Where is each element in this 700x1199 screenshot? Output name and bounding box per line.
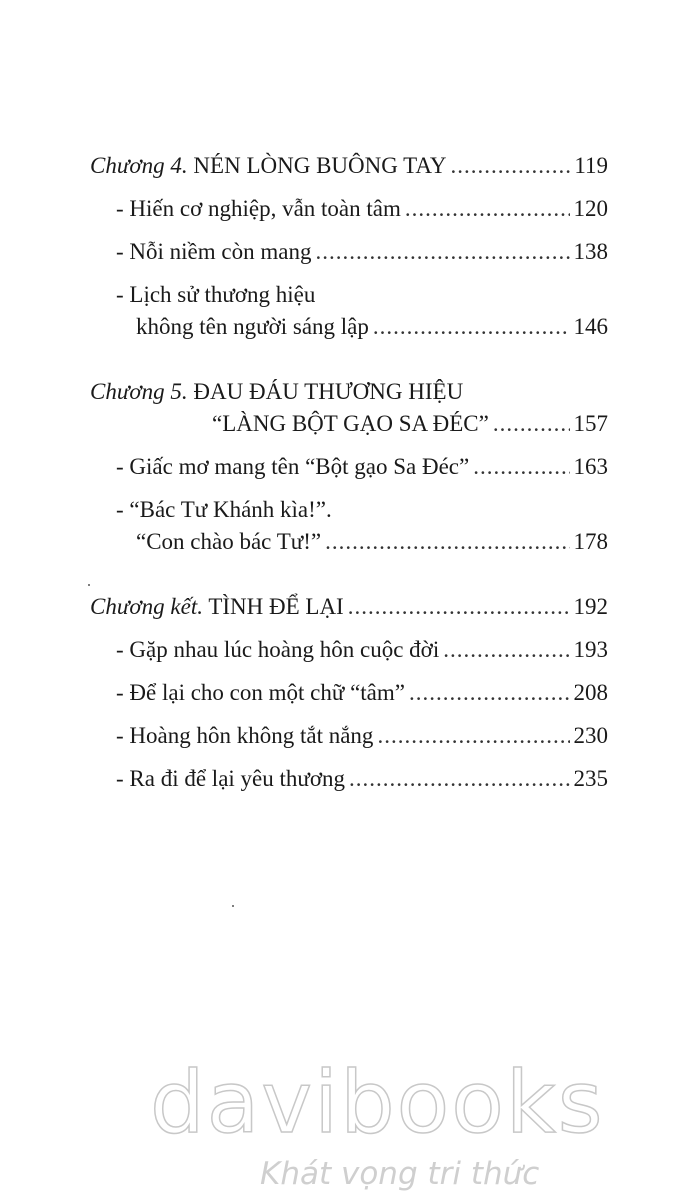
- toc-item-page: 193: [573, 637, 608, 662]
- leader-dots: [405, 193, 570, 225]
- toc-item-text: - Hiến cơ nghiệp, vẫn toàn tâm: [116, 196, 401, 221]
- table-of-contents: [90, 150, 608, 806]
- chapter-5-page: 157: [573, 411, 608, 436]
- toc-item-end-1[interactable]: [90, 634, 608, 666]
- toc-item-4-3[interactable]: [90, 279, 608, 343]
- toc-item-text: - “Bác Tư Khánh kìa!”.: [116, 497, 332, 522]
- chapter-5-title-cont: “LÀNG BỘT GẠO SA ĐÉC”: [212, 411, 489, 436]
- toc-item-page: 138: [573, 239, 608, 264]
- chapter-5-title: ĐAU ĐÁU THƯƠNG HIỆU: [193, 379, 464, 404]
- leader-dots: [348, 591, 570, 623]
- leader-dots: [373, 311, 570, 343]
- toc-item-4-1[interactable]: [90, 193, 608, 225]
- leader-dots: [409, 677, 570, 709]
- toc-item-page: 235: [573, 766, 608, 791]
- chapter-4-entry[interactable]: [90, 150, 608, 182]
- davibooks-watermark: [150, 1053, 605, 1192]
- final-chapter-title: TÌNH ĐỂ LẠI: [208, 594, 344, 619]
- watermark-brand: davibooks: [150, 1053, 605, 1153]
- toc-item-text: - Gặp nhau lúc hoàng hôn cuộc đời: [116, 637, 440, 662]
- toc-item-text: - Nỗi niềm còn mang: [116, 239, 312, 264]
- scan-speck: [88, 584, 90, 586]
- toc-item-page: 178: [573, 529, 608, 554]
- toc-item-page: 146: [573, 314, 608, 339]
- leader-dots: [451, 150, 571, 182]
- leader-dots: [349, 763, 569, 795]
- chapter-4-page: 119: [574, 153, 608, 178]
- scan-speck: [232, 905, 234, 907]
- toc-item-text: - Để lại cho con một chữ “tâm”: [116, 680, 405, 705]
- toc-item-text: - Lịch sử thương hiệu: [116, 282, 316, 307]
- leader-dots: [315, 236, 569, 268]
- chapter-4-prefix: Chương 4.: [90, 153, 188, 178]
- leader-dots: [473, 451, 569, 483]
- toc-item-text: - Giấc mơ mang tên “Bột gạo Sa Đéc”: [116, 454, 470, 479]
- chapter-5-entry[interactable]: [90, 376, 608, 440]
- toc-item-text: - Ra đi để lại yêu thương: [116, 766, 346, 791]
- toc-item-text: - Hoàng hôn không tắt nắng: [116, 723, 374, 748]
- chapter-4-title: NÉN LÒNG BUÔNG TAY: [193, 153, 447, 178]
- final-chapter-prefix: Chương kết.: [90, 594, 203, 619]
- toc-item-end-3[interactable]: [90, 720, 608, 752]
- toc-item-5-2[interactable]: [90, 494, 608, 558]
- watermark-tagline: Khát vọng tri thức: [260, 1156, 540, 1192]
- toc-item-page: 208: [573, 680, 608, 705]
- toc-item-end-4[interactable]: [90, 763, 608, 795]
- toc-item-page: 163: [573, 454, 608, 479]
- final-chapter-page: 192: [573, 594, 608, 619]
- toc-item-end-2[interactable]: [90, 677, 608, 709]
- leader-dots: [443, 634, 569, 666]
- toc-item-page: 120: [573, 196, 608, 221]
- final-chapter-entry[interactable]: [90, 591, 608, 623]
- leader-dots: [377, 720, 569, 752]
- toc-item-text-cont: “Con chào bác Tư!”: [136, 529, 322, 554]
- leader-dots: [325, 526, 569, 558]
- toc-item-5-1[interactable]: [90, 451, 608, 483]
- chapter-5-prefix: Chương 5.: [90, 379, 188, 404]
- toc-item-page: 230: [573, 723, 608, 748]
- leader-dots: [493, 408, 570, 440]
- toc-item-4-2[interactable]: [90, 236, 608, 268]
- toc-item-text-cont: không tên người sáng lập: [136, 314, 369, 339]
